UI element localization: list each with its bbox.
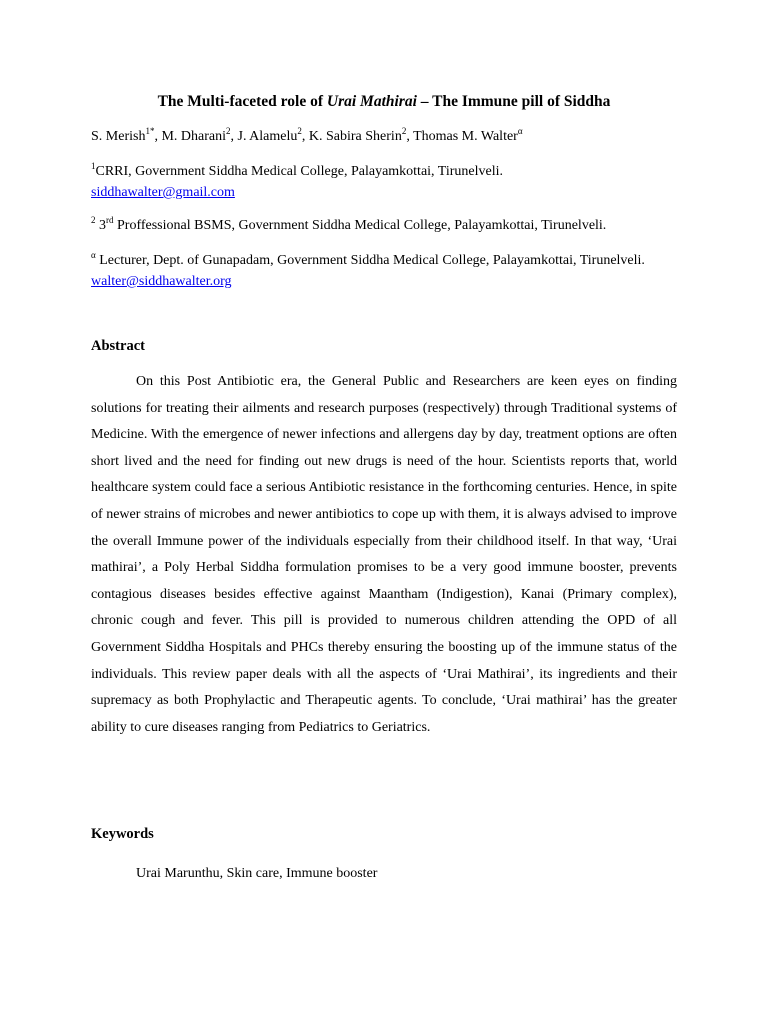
affiliation-sup: α bbox=[91, 250, 96, 260]
affiliation-text: Lecturer, Dept. of Gunapadam, Government Siddha Medical College, Palayamkottai, Tirunelveli. bbox=[95, 253, 645, 268]
author-name: K. Sabira Sherin bbox=[308, 129, 402, 144]
paper-title bbox=[91, 93, 677, 111]
affiliation-text: CRRI, Government Siddha Medical College, Palayamkottai, Tirunelveli. bbox=[95, 164, 504, 179]
email-link[interactable]: siddhawalter@gmail.com bbox=[91, 185, 235, 200]
author-sep: , bbox=[154, 129, 162, 144]
title-text-end: – The Immune pill of Siddha bbox=[416, 93, 611, 110]
affiliation-text: Proffessional BSMS, Government Siddha Medical College, Palayamkottai, Tirunelveli. bbox=[113, 218, 607, 233]
author-sup: 1* bbox=[145, 126, 155, 136]
abstract-text: On this Post Antibiotic era, the General Public and Researchers are keen eyes on finding solutions for treating their ailments and research purposes (respectively) through Traditional systems of Medicine. With the emergence of newer infections and allergens day by day, treatment options are often short lived and the need for finding out new drugs is need of the hour. Scientists reports that, world healthcare system could face a serious Antibiotic resistance in the forthcoming centuries. Hence, in spite of newer strains of microbes and newer antibiotics to cope up with them, it is always advised to improve the overall Immune power of the individuals especially from their childhood itself. In that way, ‘Urai mathirai’, a Poly Herbal Siddha formulation promises to be a very good immune booster, prevents contagious diseases besides effective against Maantham (Indigestion), Kanai (Primary complex), chronic cough and fever. This pill is provided to numerous children attending the OPD of all Government Siddha Hospitals and PHCs thereby ensuring the boosting up of the immune status of the individuals. This review paper deals with all the aspects of ‘Urai Mathirai’, its ingredients and their supremacy as both Prophylactic and Therapeutic agents. To conclude, ‘Urai mathirai’ has the greater ability to cure diseases ranging from Pediatrics to Geriatrics. bbox=[91, 374, 677, 735]
affiliation-2 bbox=[91, 215, 681, 236]
affiliation-sup: 2 bbox=[91, 215, 96, 225]
author-name: M. Dharani bbox=[161, 129, 226, 144]
affiliation-ordinal-sup: rd bbox=[106, 215, 114, 225]
affiliation-1 bbox=[91, 161, 681, 203]
author-sup: α bbox=[517, 126, 523, 136]
affiliation-sup: 1 bbox=[91, 161, 96, 171]
author-sep: , bbox=[230, 129, 238, 144]
author-name: Thomas M. Walter bbox=[413, 129, 518, 144]
email-link[interactable]: walter@siddhawalter.org bbox=[91, 274, 232, 289]
author-sup: 2 bbox=[401, 126, 407, 136]
author-sep: , bbox=[301, 129, 309, 144]
keywords-heading: Keywords bbox=[91, 826, 154, 842]
keywords-text: Urai Marunthu, Skin care, Immune booster bbox=[136, 866, 378, 881]
author-name: J. Alamelu bbox=[237, 129, 298, 144]
author-sup: 2 bbox=[226, 126, 231, 136]
author-list bbox=[91, 126, 691, 145]
abstract-heading: Abstract bbox=[91, 338, 145, 354]
author-name: S. Merish bbox=[91, 129, 146, 144]
author-sep: , bbox=[406, 129, 414, 144]
affiliation-3 bbox=[91, 250, 681, 292]
title-italic-text: Urai Mathirai bbox=[326, 93, 417, 110]
title-text: The Multi-faceted role of bbox=[157, 93, 327, 110]
author-sup: 2 bbox=[297, 126, 302, 136]
affiliation-ordinal: 3 bbox=[99, 218, 106, 233]
